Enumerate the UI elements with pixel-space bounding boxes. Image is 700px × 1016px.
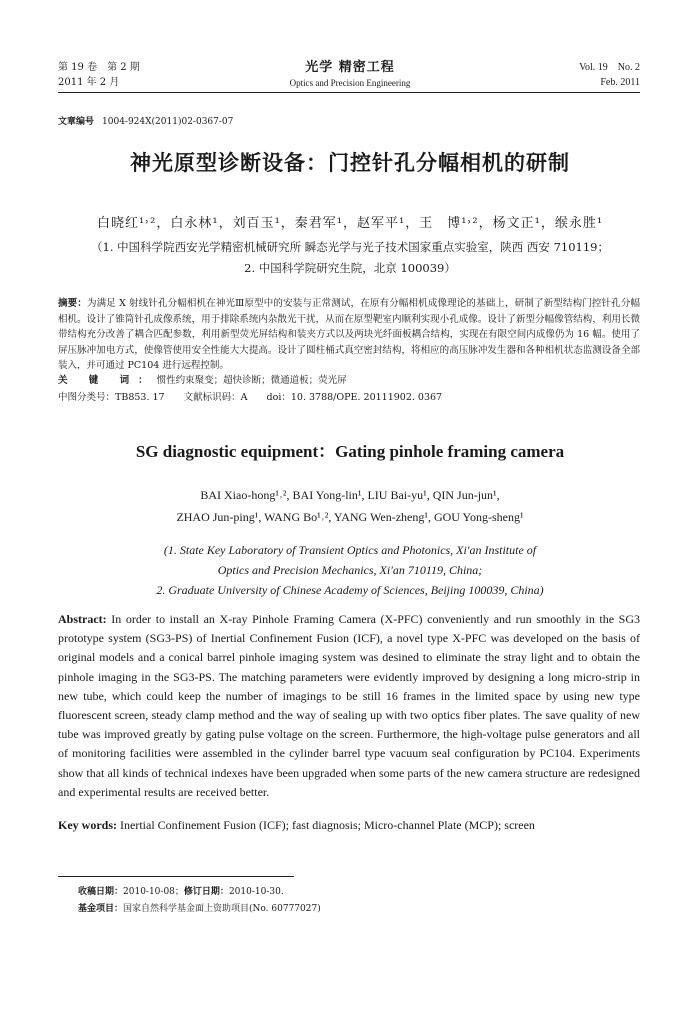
abstract-en-text: In order to install an X-ray Pinhole Framing Camera (X-PFC) conveniently and run smoothly in the SG3 prototype system (SG3-PS) of Inertial Confinement Fusion (ICF), a novel type X-PFC was developed on the basis of original models and a conical barrel pinhole imaging system was desined to eliminate the stray light and to obtain the pinhole imaging in the SG3-PS. The matching parameters were evidently improved by designing a long micro-strip in new tube, which could keep the number of imagings to be still 16 frames in the limited space by using new type fluorescent screen, steady clamp method and the way of sealing up with two optics fiber plates. The save quality of new tube was improved greatly by gating pulse voltage on the screen. Furthermore, the high-voltage pulse generators and all of monitoring facilities were assembled in the cylinder barrel type vacuum seal configuration by PC104. Experiments show that all kinds of technical indexes have been upgraded when some parts of the new camera structure are redesigned and experimental results are received better. bbox=[58, 612, 640, 799]
journal-name-cn: 光学 精密工程 bbox=[305, 60, 395, 75]
affiliation-cn-2: 2. 中国科学院研究生院，北京 100039） bbox=[244, 261, 456, 275]
affiliations-cn bbox=[0, 237, 700, 279]
document-code: 文献标识码：A bbox=[183, 392, 248, 403]
fund-text: 国家自然科学基金面上资助项目(No. 60777027) bbox=[123, 904, 321, 914]
abstract-en bbox=[58, 610, 640, 802]
affiliation-cn-1: （1. 中国科学院西安光学精密机械研究所 瞬态光学与光子技术国家重点实验室，陕西 西安 710119； bbox=[91, 240, 609, 254]
journal-name-en: Optics and Precision Engineering bbox=[289, 78, 411, 88]
volume-cn: 第 19 卷 第 2 期 bbox=[58, 62, 140, 73]
date-cn: 2011 年 2 月 bbox=[58, 77, 120, 88]
keywords-cn bbox=[58, 372, 640, 386]
affiliation-en-2: Optics and Precision Mechanics, Xi′an 710119, China; bbox=[217, 563, 483, 577]
article-number bbox=[58, 114, 233, 127]
keywords-en-label: Key words: bbox=[58, 818, 117, 832]
article-number-label: 文章编号 bbox=[58, 117, 95, 127]
keywords-cn-label: 关 键 词： bbox=[58, 375, 157, 386]
footnote-divider bbox=[58, 876, 294, 877]
volume-en: Vol. 19 No. 2 bbox=[579, 62, 640, 73]
abstract-cn-text: 为满足 X 射线针孔分幅相机在神光Ⅲ原型中的安装与正常测试，在原有分幅相机成像理论的基础上，研制了新型结构门控针孔分幅相机。设计了锥筒针孔成像系统，用于排除系统内杂散光干扰，从而在原型靶室内顺利实现小孔成像。设计了新型分幅像管结构，利用长微带结构充分改善了耦合匹配参数，利用新型荧光屏结构和装夹方式以及两块光纤面板耦合结构，实现在有限空间内成像仍为 16 幅。使用了屏压脉冲加电方式，使像管使用安全性能大大提高。设计了圆柱桶式真空密封结构，将相应的高压脉冲发生器和各种相机状态监测设备全部装入，并可通过 PC104 进行远程控制。 bbox=[58, 298, 640, 371]
abstract-cn bbox=[58, 296, 640, 374]
affiliation-en-3: 2. Graduate University of Chinese Academy of Sciences, Beijing 100039, China) bbox=[156, 583, 544, 597]
received-label: 收稿日期： bbox=[78, 887, 124, 897]
title-en: SG diagnostic equipment：Gating pinhole framing camera bbox=[135, 442, 565, 461]
footnote-fund bbox=[78, 901, 321, 914]
authors-cn: 白晓红¹˒²，白永林¹，刘百玉¹，秦君军¹，赵军平¹，王 博¹˒²，杨文正¹，缑永胜¹ bbox=[96, 216, 604, 231]
date-en: Feb. 2011 bbox=[600, 77, 640, 88]
doi: doi：10. 3788/OPE. 20111902. 0367 bbox=[266, 392, 443, 403]
revised-label: 修订日期： bbox=[183, 887, 229, 897]
revised-date: 2010-10-30. bbox=[228, 887, 284, 897]
authors-en bbox=[0, 484, 700, 528]
header-divider bbox=[58, 92, 640, 93]
keywords-en-text: Inertial Confinement Fusion (ICF); fast diagnosis; Micro-channel Plate (MCP); screen bbox=[120, 818, 535, 832]
class-number: 中图分类号：TB853. 17 bbox=[58, 392, 165, 403]
affiliations-en bbox=[0, 540, 700, 600]
title-cn: 神光原型诊断设备：门控针孔分幅相机的研制 bbox=[130, 151, 570, 175]
fund-label: 基金项目： bbox=[78, 904, 124, 914]
classification-line bbox=[58, 389, 458, 403]
article-number-value: 1004-924X(2011)02-0367-07 bbox=[102, 117, 234, 127]
abstract-en-label: Abstract: bbox=[58, 612, 107, 626]
footnote-dates bbox=[78, 884, 284, 897]
abstract-cn-label: 摘要： bbox=[58, 298, 87, 309]
keywords-cn-text: 惯性约束聚变；超快诊断；微通道板；荧光屏 bbox=[156, 375, 347, 386]
authors-en-line1: BAI Xiao-hong¹˒², BAI Yong-lin¹, LIU Bai-yu¹, QIN Jun-jun¹, bbox=[200, 488, 500, 502]
authors-en-line2: ZHAO Jun-ping¹, WANG Bo¹˒², YANG Wen-zheng¹, GOU Yong-sheng¹ bbox=[176, 510, 524, 524]
received-date: 2010-10-08； bbox=[123, 887, 184, 897]
affiliation-en-1: (1. State Key Laboratory of Transient Optics and Photonics, Xi′an Institute of bbox=[163, 543, 537, 557]
keywords-en bbox=[58, 818, 640, 833]
running-header-right bbox=[579, 60, 640, 90]
